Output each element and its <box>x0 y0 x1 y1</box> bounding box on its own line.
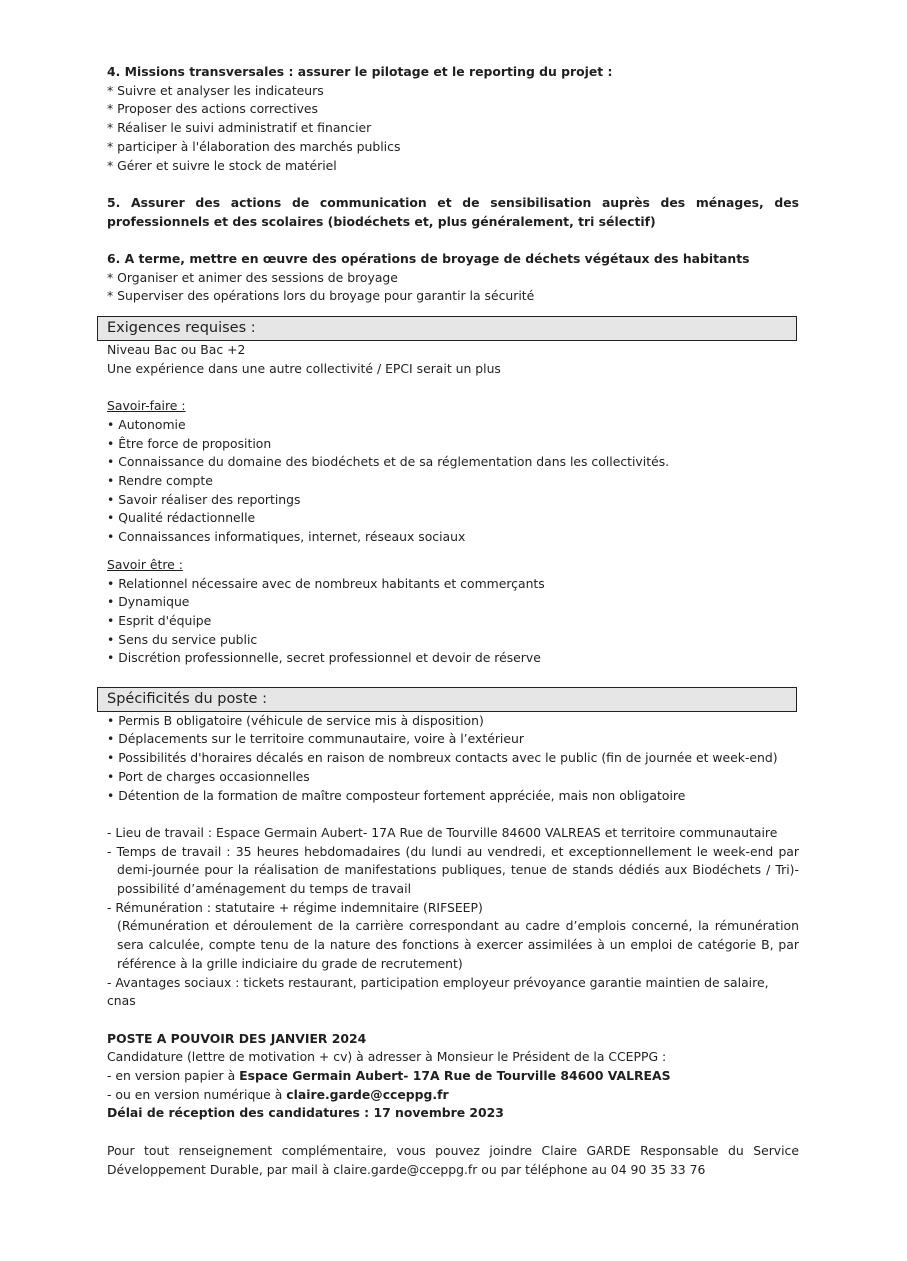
savoir-faire-item: • Connaissance du domaine des biodéchets et de sa réglementation dans les collectivités. <box>107 454 670 470</box>
digital-application <box>107 1086 799 1105</box>
work-time: - Temps de travail : 35 heures hebdomadaires (du lundi au vendredi, et exceptionnellement le week-end par demi-journée pour la réalisation de manifestations publiques, tenue de stands dédiés aux Biodéchets / Tri)- possibilité d’aménagement du temps de travail <box>107 843 799 897</box>
specifics-item: • Détention de la formation de maître composteur fortement appréciée, mais non obligatoire <box>107 787 686 803</box>
section-6-item: * Superviser des opérations lors du broyage pour garantir la sécurité <box>107 288 535 304</box>
position-start: POSTE A POUVOIR DES JANVIER 2024 <box>107 1030 367 1046</box>
application-email[interactable]: claire.garde@cceppg.fr <box>286 1086 449 1102</box>
digital-application-prefix: - ou en version numérique à <box>107 1086 287 1102</box>
savoir-faire-item: • Autonomie <box>107 416 186 432</box>
savoir-faire-label: Savoir-faire : <box>107 398 186 414</box>
specifics-item: • Possibilités d'horaires décalés en raison de nombreux contacts avec le public (fin de journée et week-end) <box>107 750 778 766</box>
section-6-item: * Organiser et animer des sessions de broyage <box>107 269 398 285</box>
paper-application-address: Espace Germain Aubert- 17A Rue de Tourville 84600 VALREAS <box>239 1068 671 1084</box>
savoir-faire-item: • Être force de proposition <box>107 435 272 451</box>
work-location: - Lieu de travail : Espace Germain Aubert- 17A Rue de Tourville 84600 VALREAS et territoire communautaire <box>107 824 778 840</box>
savoir-faire-item: • Rendre compte <box>107 473 213 489</box>
section-4-item: * participer à l'élaboration des marchés publics <box>107 138 401 154</box>
paper-application-prefix: - en version papier à <box>107 1068 240 1084</box>
section-4-item: * Gérer et suivre le stock de matériel <box>107 157 337 173</box>
specifics-item: • Déplacements sur le territoire communautaire, voire à l’extérieur <box>107 731 524 747</box>
savoir-faire-item: • Savoir réaliser des reportings <box>107 491 301 507</box>
section-6-heading: 6. A terme, mettre en œuvre des opérations de broyage de déchets végétaux des habitants <box>107 251 750 266</box>
document-content <box>107 63 799 1179</box>
remuneration: - Rémunération : statutaire + régime indemnitaire (RIFSEEP) <box>107 899 483 915</box>
specifics-title: Spécificités du poste : <box>97 687 797 712</box>
savoir-etre-item: • Dynamique <box>107 594 190 610</box>
section-4-item: * Proposer des actions correctives <box>107 101 319 117</box>
section-4-item: * Réaliser le suivi administratif et financier <box>107 120 372 136</box>
requirements-title: Exigences requises : <box>97 316 797 341</box>
savoir-faire-item: • Connaissances informatiques, internet, réseaux sociaux <box>107 529 466 545</box>
section-5-heading: 5. Assurer des actions de communication et de sensibilisation auprès des ménages, des professionnels et des scolaires (biodéchets et, plus généralement, tri sélectif) <box>107 194 799 229</box>
specifics-item: • Permis B obligatoire (véhicule de service mis à disposition) <box>107 712 484 728</box>
savoir-etre-item: • Esprit d'équipe <box>107 612 212 628</box>
application-instructions: Candidature (lettre de motivation + cv) à adresser à Monsieur le Président de la CCEPPG : <box>107 1049 667 1065</box>
savoir-etre-label: Savoir être : <box>107 556 183 572</box>
paper-application <box>107 1067 799 1086</box>
requirements-line: Une expérience dans une autre collectivité / EPCI serait un plus <box>107 360 501 376</box>
section-4-heading: 4. Missions transversales : assurer le pilotage et le reporting du projet : <box>107 64 613 79</box>
specifics-item: • Port de charges occasionnelles <box>107 768 310 784</box>
contact-info: Pour tout renseignement complémentaire, vous pouvez joindre Claire GARDE Responsable du Service Développement Durable, par mail à claire.garde@cceppg.fr ou par téléphone au 04 90 35 33 76 <box>107 1142 799 1177</box>
section-4-item: * Suivre et analyser les indicateurs <box>107 82 324 98</box>
requirements-line: Niveau Bac ou Bac +2 <box>107 342 246 358</box>
savoir-etre-item: • Discrétion professionnelle, secret professionnel et devoir de réserve <box>107 650 541 666</box>
application-deadline: Délai de réception des candidatures : 17 novembre 2023 <box>107 1105 504 1121</box>
social-benefits: - Avantages sociaux : tickets restaurant, participation employeur prévoyance garantie maintien de salaire, cnas <box>107 974 769 1009</box>
remuneration-detail: (Rémunération et déroulement de la carrière correspondant au cadre d’emplois concerné, la rémunération sera calculée, compte tenu de la nature des fonctions à exercer assimilées à un emploi de catégorie B, par référence à la grille indiciaire du grade de recrutement) <box>117 918 799 971</box>
savoir-etre-item: • Relationnel nécessaire avec de nombreux habitants et commerçants <box>107 575 545 591</box>
savoir-faire-item: • Qualité rédactionnelle <box>107 510 256 526</box>
savoir-etre-item: • Sens du service public <box>107 631 258 647</box>
